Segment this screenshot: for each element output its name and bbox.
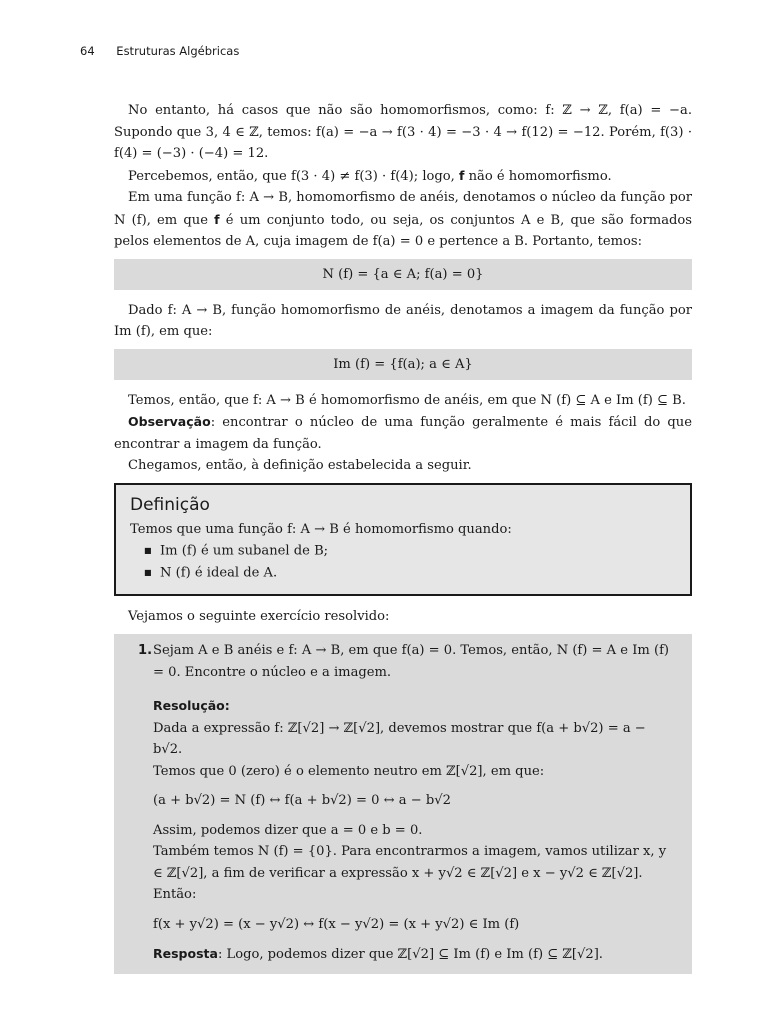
paragraph-definition-intro: Chegamos, então, à definição estabelecida a seguir.: [128, 458, 472, 473]
resolution-line: Assim, podemos dizer que a = 0 e b = 0.: [153, 822, 423, 838]
exercise-number: 1.: [138, 643, 153, 658]
definition-title: Definição: [130, 494, 210, 515]
resolution-line: Temos que 0 (zero) é o elemento neutro em ℤ[√2], em que:: [153, 763, 545, 779]
definition-intro: Temos que uma função f: A → B é homomorfismo quando:: [130, 521, 512, 537]
resolution-line: Dada a expressão f: ℤ[√2] → ℤ[√2], devemos mostrar que f(a + b√2) = a − b√2.: [153, 720, 646, 757]
definition-box: [114, 483, 692, 596]
paragraph-kernel: [114, 187, 692, 253]
paragraph-conclusion: [114, 165, 692, 188]
text-fragment: não é homomorfismo.: [464, 168, 612, 184]
paragraph-homomorphism: Temos, então, que f: A → B é homomorfismo de anéis, em que N (f) ⊆ A e Im (f) ⊆ B.: [128, 392, 686, 408]
answer: [153, 943, 672, 966]
resolution-line: Então:: [153, 887, 197, 902]
page-header: [80, 44, 239, 58]
resolution-line: Também temos N (f) = {0}. Para encontrarmos a imagem, vamos utilizar x, y ∈ ℤ[√2], a fim de verificar a expressão x + y√2 ∈ ℤ[√2] e x − y√2 ∈ ℤ[√2].: [153, 844, 667, 881]
formula-kernel: N (f) = {a ∈ A; f(a) = 0}: [114, 259, 692, 290]
observation-text: : encontrar o núcleo de uma função geralmente é mais fácil do que encontrar a imagem da função.: [114, 415, 692, 452]
text-fragment: Em uma função f: A → B, homomorfismo de anéis, denotamos o núcleo da função por N (f), em que: [114, 190, 692, 228]
bullet-icon: ■: [144, 567, 152, 577]
page-number: 64: [80, 44, 95, 58]
paragraph-image: Dado f: A → B, função homomorfismo de anéis, denotamos a imagem da função por Im (f), em que:: [114, 302, 692, 339]
resolution-label: Resolução: [153, 698, 225, 713]
paragraph-exercise-intro: Vejamos o seguinte exercício resolvido:: [128, 608, 390, 624]
resolution: [138, 695, 672, 966]
definition-item: ■ N (f) é ideal de A.: [144, 562, 676, 584]
formula-image: Im (f) = {f(a); a ∈ A}: [114, 349, 692, 380]
paragraph-observation: [114, 411, 692, 455]
resolution-heading: Resolução:: [153, 698, 230, 713]
definition-item: ■ Im (f) é um subanel de B;: [144, 540, 676, 562]
exercise-item: [138, 640, 672, 683]
bold-f: f: [214, 211, 220, 227]
exercise-statement: Sejam A e B anéis e f: A → B, em que f(a) = 0. Temos, então, N (f) = A e Im (f) = 0. Encontre o núcleo e a imagem.: [153, 643, 670, 680]
equation: f(x + y√2) = (x − y√2) ↔ f(x − y√2) = (x + y√2) ∈ Im (f): [153, 916, 520, 932]
bold-f: f: [458, 167, 465, 183]
observation-label: Observação: [128, 414, 211, 429]
answer-label: Resposta: [153, 946, 218, 961]
exercise-box: [114, 634, 692, 974]
equation: (a + b√2) = N (f) ↔ f(a + b√2) = 0 ↔ a − b√2: [153, 793, 451, 808]
bullet-icon: ■: [144, 546, 152, 555]
answer-text: : Logo, podemos dizer que ℤ[√2] ⊆ Im (f) e Im (f) ⊆ ℤ[√2].: [217, 947, 603, 962]
page-content: [114, 100, 692, 974]
paragraph-intro: No entanto, há casos que não são homomorfismos, como: f: ℤ → ℤ, f(a) = −a. Supondo que 3, 4 ∈ ℤ, temos: f(a) = −a → f(3 · 4) = −3 · 4 → f(12) = −12. Porém, f(3) · f(4) = (−3) · (−4) = 12.: [114, 103, 692, 161]
definition-list: [130, 540, 676, 584]
text-fragment: Percebemos, então, que f(3 · 4) ≠ f(3) · f(4); logo,: [128, 168, 459, 184]
running-title: Estruturas Algébricas: [116, 44, 240, 58]
text-fragment: é um conjunto todo, ou seja, os conjuntos A e B, que são formados pelos elementos de A, cuja imagem de f(a) = 0 e pertence a B. Portanto, temos:: [114, 212, 693, 249]
